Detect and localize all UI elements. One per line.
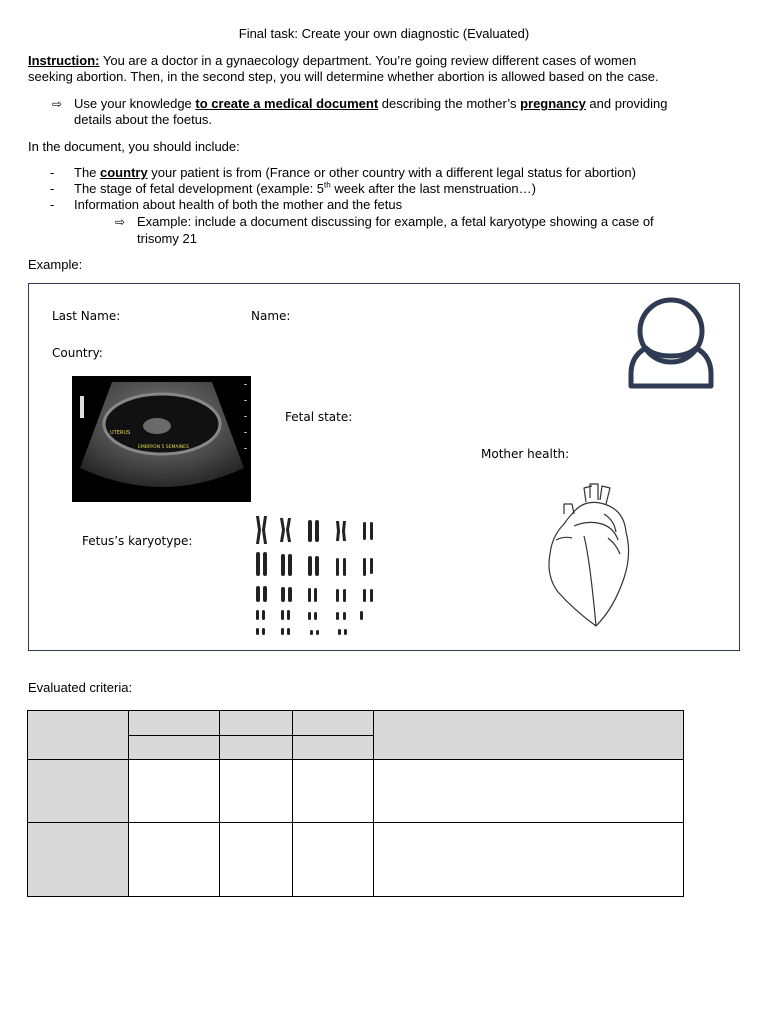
table-header-cell xyxy=(293,711,374,736)
table-cell xyxy=(374,760,684,823)
bullet-a-link-text: to create a medical document xyxy=(195,96,379,111)
country-label: Country: xyxy=(52,346,103,360)
include-intro: In the document, you should include: xyxy=(28,139,240,154)
list-item-health: Information about health of both the mother and the fetus xyxy=(74,197,403,212)
sub-item-line1: Example: include a document discussing for example, a fetal karyotype showing a case of xyxy=(137,214,654,229)
criteria-table xyxy=(27,710,684,897)
example-label: Example: xyxy=(28,257,83,272)
table-row xyxy=(28,823,684,897)
ultrasound-label-uterus: UTERUS xyxy=(110,430,131,436)
ultrasound-label-embryo: EMBRYON 5 SEMAINES xyxy=(138,445,189,450)
dash-bullet: - xyxy=(50,197,55,212)
table-header-cell xyxy=(220,711,293,736)
bullet-a-bold-text: pregnancy xyxy=(520,96,586,111)
table-header-cell xyxy=(28,711,129,760)
table-row-header-cell xyxy=(28,760,129,823)
bullet-a-line2: details about the foetus. xyxy=(74,112,213,127)
table-row-header-cell xyxy=(28,823,129,897)
sub-item-line2: trisomy 21 xyxy=(137,231,197,246)
avatar-icon xyxy=(626,296,716,390)
table-cell xyxy=(293,760,374,823)
page-title: Final task: Create your own diagnostic (Evaluated) xyxy=(238,26,530,41)
arrow-bullet-icon: ⇨ xyxy=(115,215,126,229)
dash-bullet: - xyxy=(50,165,55,180)
table-cell xyxy=(220,760,293,823)
ultrasound-scan-icon xyxy=(72,376,251,502)
instruction-label: Instruction: xyxy=(28,53,100,68)
instruction-paragraph-line2: seeking abortion. Then, in the second step, you will determine whether abortion is allowed based on the case. xyxy=(28,69,659,84)
karyotype-chromosomes-icon xyxy=(250,512,385,640)
bullet-a-line1: Use your knowledge to create a medical document describing the mother’s pregnancy and providing xyxy=(74,96,668,111)
table-header-cell xyxy=(293,736,374,760)
list-item-stage: The stage of fetal development (example: 5th week after the last menstruation…) xyxy=(74,180,536,196)
table-cell xyxy=(374,823,684,897)
table-header-cell xyxy=(220,736,293,760)
evaluated-criteria-label: Evaluated criteria: xyxy=(28,680,133,695)
name-label: Name: xyxy=(251,309,291,323)
dash-bullet: - xyxy=(50,181,55,196)
table-header-cell xyxy=(129,736,220,760)
fetal-state-label: Fetal state: xyxy=(285,410,353,424)
table-row xyxy=(28,760,684,823)
list-item-country: The country your patient is from (France or other country with a different legal status for abortion) xyxy=(74,165,636,180)
table-cell xyxy=(220,823,293,897)
table-cell xyxy=(293,823,374,897)
table-cell xyxy=(129,760,220,823)
table-header-cell xyxy=(129,711,220,736)
ultrasound-image xyxy=(72,376,251,502)
heart-icon xyxy=(544,480,636,628)
table-header-cell xyxy=(374,711,684,760)
instruction-paragraph-line1: Instruction: You are a doctor in a gynaecology department. You’re going review different cases of women xyxy=(28,53,637,68)
last-name-label: Last Name: xyxy=(52,309,121,323)
mother-health-label: Mother health: xyxy=(481,447,570,461)
arrow-bullet-icon: ⇨ xyxy=(52,97,63,111)
karyotype-label: Fetus’s karyotype: xyxy=(82,534,193,548)
table-cell xyxy=(129,823,220,897)
